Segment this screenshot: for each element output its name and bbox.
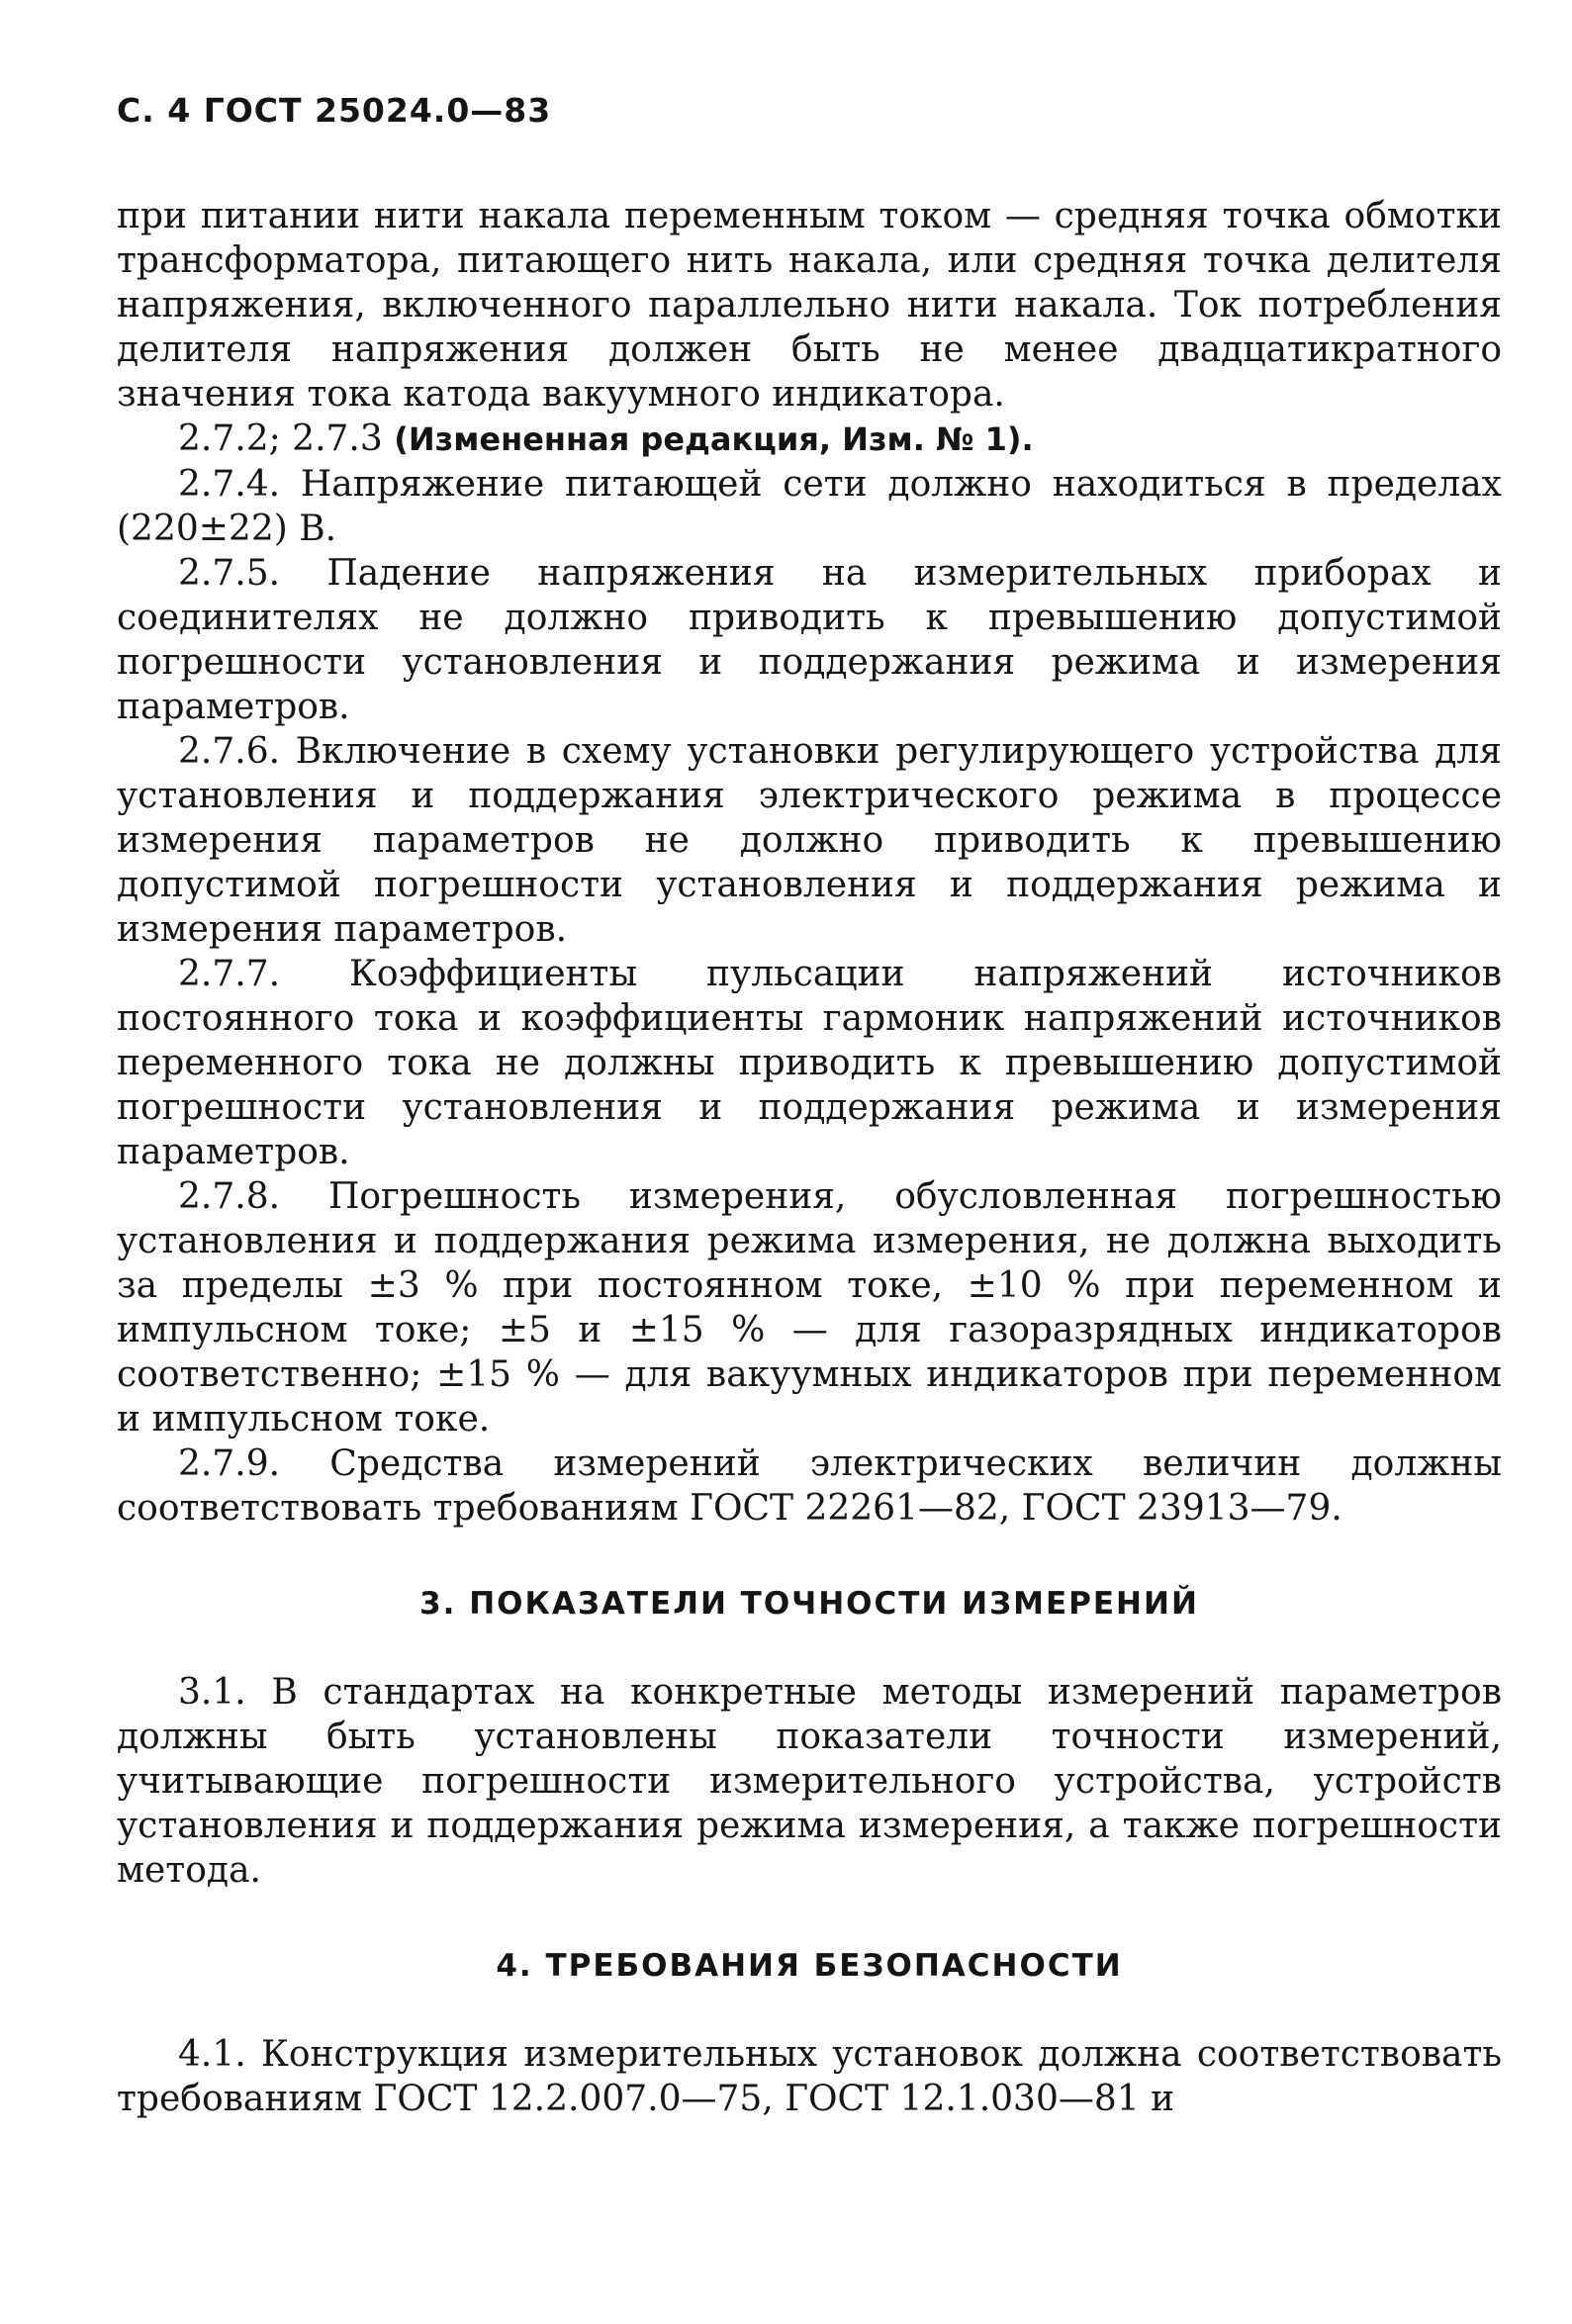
paragraph-2-7-8 [117, 1174, 1502, 1441]
paragraph-4-1 [117, 2032, 1502, 2121]
paragraph-2-7-6 [117, 729, 1502, 952]
paragraph-intro-text: при питании нити накала переменным током — средняя точка обмотки трансформатора, питающего нить накала, или средняя точка делителя напряжения, включенного параллельно нити накала. Ток потребления делителя напряжения должен быть не менее двадцатикратного значения тока катода вакуумного индикатора. [117, 196, 1502, 415]
paragraph-2-7-2 [117, 417, 1502, 462]
clause-number: 2.7.4. [178, 464, 281, 505]
clause-number: 2.7.2; 2.7.3 [178, 418, 383, 459]
clause-text: Погрешность измерения, обусловленная погрешностью установления и поддержания режима измерения, не должна выходить за пределы ±3 % при постоянном токе, ±10 % при переменном и импульсном токе; ±5 и ±15 % — для газоразрядных индикаторов соответственно; ±15 % — для вакуумных индикаторов при переменном и импульсном токе. [117, 1176, 1502, 1440]
running-header: С. 4 ГОСТ 25024.0—83 [117, 91, 552, 130]
clause-number: 2.7.6. [178, 731, 281, 772]
section-heading-3: 3. ПОКАЗАТЕЛИ ТОЧНОСТИ ИЗМЕРЕНИЙ [419, 1586, 1199, 1622]
clause-number: 2.7.9. [178, 1443, 281, 1484]
clause-text: Напряжение питающей сети должно находиться в пределах (220±22) В. [117, 464, 1502, 549]
clause-text: Конструкция измерительных установок должна соответствовать требованиям ГОСТ 12.2.007.0—75, ГОСТ 12.1.030—81 и [117, 2034, 1502, 2119]
paragraph-intro [117, 194, 1502, 417]
clause-text: В стандартах на конкретные методы измерений параметров должны быть установлены показатели точности измерений, учитывающие погрешности измерительного устройства, устройств установления и поддержания режима измерения, а также погрешности метода. [117, 1672, 1502, 1891]
clause-number: 4.1. [178, 2034, 246, 2075]
paragraph-2-7-7 [117, 952, 1502, 1174]
clause-text: Средства измерений электрических величин должны соответствовать требованиям ГОСТ 22261—82, ГОСТ 23913—79. [117, 1443, 1502, 1529]
amendment-note: (Измененная редакция, Изм. № 1). [394, 420, 1034, 458]
clause-text: Падение напряжения на измерительных приборах и соединителях не должно приводить к превышению допустимой погрешности установления и поддержания режима и измерения параметров. [117, 553, 1502, 727]
section-heading-4: 4. ТРЕБОВАНИЯ БЕЗОПАСНОСТИ [496, 1948, 1123, 1984]
paragraph-3-1 [117, 1670, 1502, 1893]
clause-number: 2.7.8. [178, 1176, 281, 1217]
paragraph-2-7-5 [117, 551, 1502, 729]
clause-number: 2.7.7. [178, 954, 281, 994]
clause-number: 2.7.5. [178, 553, 281, 594]
clause-text: Включение в схему установки регулирующего устройства для установления и поддержания электрического режима в процессе измерения параметров не должно приводить к превышению допустимой погрешности установления и поддержания режима и измерения параметров. [117, 731, 1502, 950]
clause-text: Коэффициенты пульсации напряжений источников постоянного тока и коэффициенты гармоник напряжений источников переменного тока не должны приводить к превышению допустимой погрешности установления и поддержания режима и измерения параметров. [117, 954, 1502, 1172]
document-body [117, 194, 1502, 2121]
clause-number: 3.1. [178, 1672, 246, 1713]
paragraph-2-7-4 [117, 462, 1502, 551]
paragraph-2-7-9 [117, 1441, 1502, 1531]
